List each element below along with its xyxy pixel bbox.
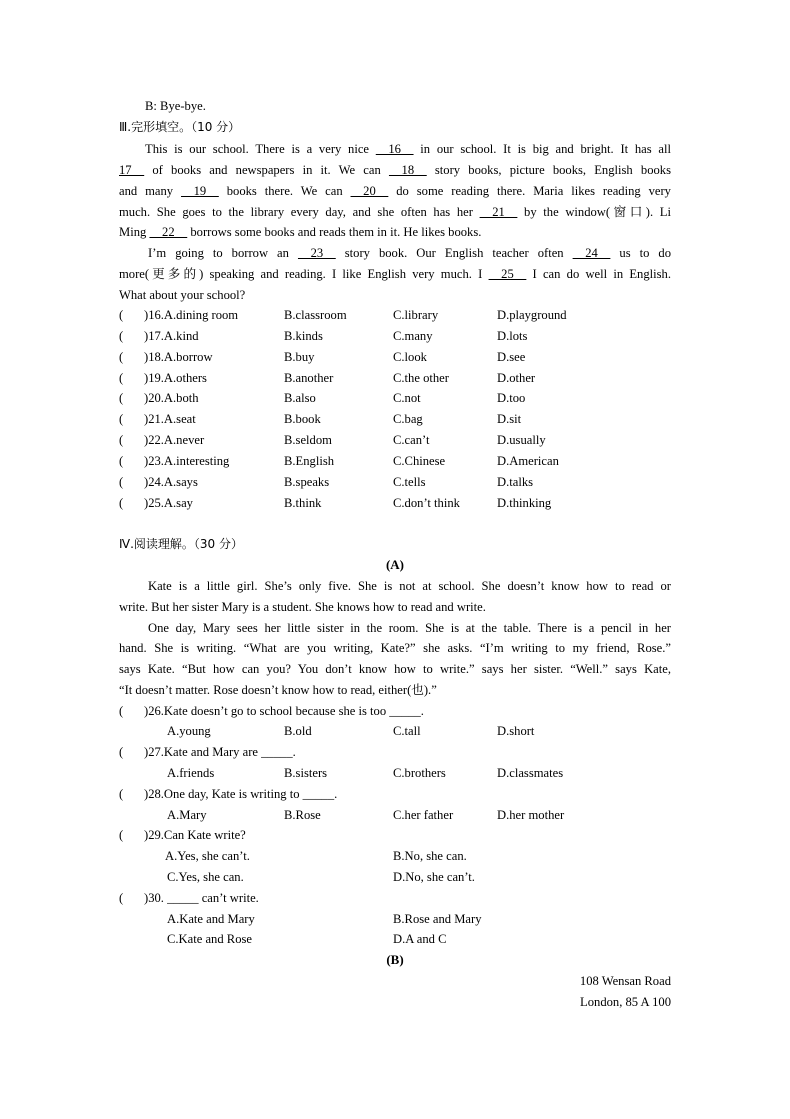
question-stem: )27.Kate and Mary are _____. [144,745,296,759]
cloze-blank[interactable]: 18 [388,163,427,177]
option-d: D.thinking [497,496,552,510]
answer-paren[interactable]: ( [119,704,139,718]
option-c: C.the other [393,371,449,385]
option-b: B.kinds [284,329,323,343]
passage-line: more(更多的) speaking and reading. I like English very much. I 25 I can do well in English. [119,267,671,281]
option-d: D.short [497,724,535,738]
passage-line: Ming 22 borrows some books and reads them in it. He likes books. [119,225,482,239]
option-b: B.English [284,454,335,468]
options-row [119,765,679,781]
answer-paren[interactable]: ( [119,745,139,759]
option-a: A.Yes, she can’t. [165,849,250,863]
passage-line: This is our school. There is a very nice 16 in our school. It is big and bright. It has all [145,142,671,156]
question-row [119,411,679,427]
option-d: D.A and C [393,932,447,946]
section4-heading: Ⅳ.阅读理解。（30 分） [119,537,243,551]
option-b: B.also [284,391,316,405]
question-row [119,890,679,906]
passage-line: “It doesn’t matter. Rose doesn’t know how to read, either(也).” [119,683,437,697]
options-row [119,807,679,823]
options-row [119,848,679,864]
question-row [119,432,679,448]
question-row [119,370,679,386]
question-stem: )29.Can Kate write? [144,828,246,842]
option-b: B.think [284,496,322,510]
passage-line: 17 of books and newspapers in it. We can 18 story books, picture books, English books [119,163,671,177]
passage-line: One day, Mary sees her little sister in the room. She is at the table. There is a pencil in her [148,621,671,635]
answer-paren[interactable]: ( [119,454,139,468]
option-b: B.speaks [284,475,330,489]
option-c: C.Yes, she can. [167,870,244,884]
passage-line: much. She goes to the library every day, and she often has her 21 by the window(窗口). Li [119,205,671,219]
answer-paren[interactable]: ( [119,496,139,510]
question-stem: )23.A.interesting [144,454,230,468]
passage-line: write. But her sister Mary is a student. She knows how to read and write. [119,600,486,614]
cloze-blank[interactable]: 16 [375,142,414,156]
option-a: A.Mary [167,808,207,822]
answer-paren[interactable]: ( [119,308,139,322]
passage-line: I’m going to borrow an 23 story book. Our English teacher often 24 us to do [148,246,671,260]
cloze-blank[interactable]: 21 [479,205,518,219]
option-c: C.tall [393,724,421,738]
option-d: D.playground [497,308,567,322]
question-stem: )18.A.borrow [144,350,213,364]
option-c: C.not [393,391,421,405]
part-b-title: (B) [386,952,404,967]
cloze-blank[interactable]: 25 [488,267,527,281]
question-row [119,744,679,760]
answer-paren[interactable]: ( [119,371,139,385]
option-c: C.Chinese [393,454,446,468]
answer-paren[interactable]: ( [119,891,139,905]
options-row [119,723,679,739]
passage-line: What about your school? [119,288,246,302]
option-c: C.library [393,308,439,322]
answer-paren[interactable]: ( [119,433,139,447]
question-row [119,307,679,323]
option-b: B.another [284,371,334,385]
option-b: B.Rose [284,808,321,822]
answer-paren[interactable]: ( [119,412,139,426]
option-c: C.tells [393,475,426,489]
option-c: C.can’t [393,433,430,447]
passage-line: and many 19 books there. We can 20 do some reading there. Maria likes reading very [119,184,671,198]
passage-line: hand. She is writing. “What are you writing, Kate?” she asks. “I’m writing to my friend, Rose.” [119,641,671,655]
option-b: B.seldom [284,433,332,447]
question-stem: )19.A.others [144,371,207,385]
option-d: D.too [497,391,526,405]
question-row [119,453,679,469]
option-b: B.sisters [284,766,328,780]
option-c: C.brothers [393,766,446,780]
option-d: D.sit [497,412,522,426]
passage-line: says Kate. “But how can you? You don’t know how to write.” says her sister. “Well.” says Kate, [119,662,671,676]
question-stem: )28.One day, Kate is writing to _____. [144,787,338,801]
question-row [119,786,679,802]
option-c: C.bag [393,412,423,426]
question-stem: )21.A.seat [144,412,196,426]
question-row [119,495,679,511]
option-d: D.American [497,454,559,468]
option-d: D.classmates [497,766,564,780]
option-c: C.Kate and Rose [167,932,252,946]
question-stem: )26.Kate doesn’t go to school because she is too _____. [144,704,424,718]
question-row [119,328,679,344]
option-d: D.lots [497,329,528,343]
address-line: 108 Wensan Road [579,974,671,988]
answer-paren[interactable]: ( [119,828,139,842]
option-a: A.young [167,724,211,738]
cloze-blank[interactable]: 17 [119,163,145,177]
options-row [119,931,679,947]
question-row [119,390,679,406]
question-stem: )25.A.say [144,496,193,510]
option-b: B.Rose and Mary [393,912,482,926]
option-a: A.Kate and Mary [167,912,255,926]
section3-heading: Ⅲ.完形填空。（10 分） [119,120,241,134]
question-stem: )30. _____ can’t write. [144,891,259,905]
question-row [119,349,679,365]
question-stem: )22.A.never [144,433,205,447]
address-line: London, 85 A 100 [580,995,671,1009]
options-row [119,911,679,927]
option-b: B.book [284,412,321,426]
options-row [119,869,679,885]
question-stem: )24.A.says [144,475,198,489]
cloze-blank[interactable]: 23 [297,246,336,260]
option-c: C.many [393,329,433,343]
option-d: D.talks [497,475,534,489]
question-row [119,827,679,843]
option-c: C.her father [393,808,454,822]
question-row [119,703,679,719]
option-d: D.No, she can’t. [393,870,475,884]
question-row [119,474,679,490]
question-stem: )20.A.both [144,391,199,405]
part-a-title: (A) [385,557,405,572]
answer-paren[interactable]: ( [119,329,139,343]
answer-paren[interactable]: ( [119,391,139,405]
option-b: B.old [284,724,312,738]
answer-paren[interactable]: ( [119,475,139,489]
dialogue-line: B: Bye-bye. [145,99,206,113]
option-b: B.buy [284,350,315,364]
cloze-blank[interactable]: 19 [181,184,219,198]
option-b: B.No, she can. [393,849,467,863]
option-d: D.see [497,350,526,364]
option-d: D.usually [497,433,546,447]
option-a: A.friends [167,766,215,780]
option-d: D.her mother [497,808,565,822]
option-c: C.look [393,350,427,364]
question-stem: )16.A.dining room [144,308,239,322]
answer-paren[interactable]: ( [119,350,139,364]
cloze-blank[interactable]: 22 [149,225,188,239]
cloze-blank[interactable]: 20 [350,184,389,198]
option-d: D.other [497,371,536,385]
answer-paren[interactable]: ( [119,787,139,801]
cloze-blank[interactable]: 24 [572,246,611,260]
question-stem: )17.A.kind [144,329,199,343]
option-c: C.don’t think [393,496,460,510]
passage-line: Kate is a little girl. She’s only five. She is not at school. She doesn’t know how to read or [148,579,671,593]
option-b: B.classroom [284,308,347,322]
